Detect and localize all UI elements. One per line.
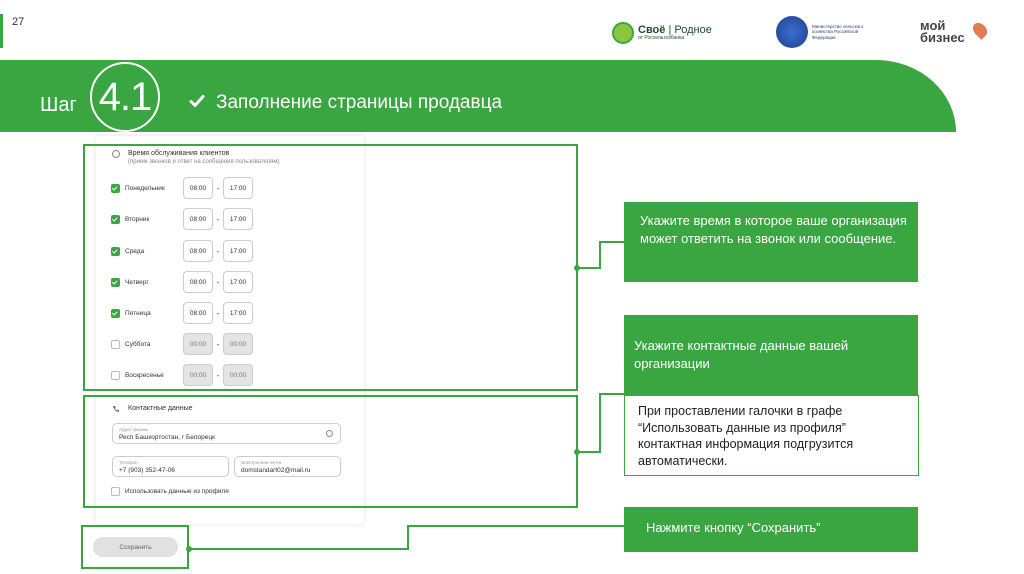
email-field-value: domstandart02@mail.ru: [241, 467, 311, 474]
eagle-emblem-icon: [776, 16, 808, 48]
use-profile-label: Использовать данные из профиля: [125, 488, 229, 495]
check-icon: [189, 93, 205, 109]
hours-section-title: Время обслуживания клиентов: [128, 150, 230, 157]
day-label: Вторник: [125, 215, 150, 223]
hours-highlight-frame: [83, 144, 578, 391]
svoe-logo-icon: [612, 22, 634, 44]
day-label: Понедельник: [125, 184, 165, 192]
time-from-input: 00:00: [183, 364, 213, 386]
save-callout: Нажмите кнопку “Сохранить”: [624, 507, 918, 552]
time-dash: -: [216, 183, 220, 193]
svoe-logo-caption: от Россельхозбанка: [638, 35, 685, 41]
biz-logo-line2: бизнес: [920, 30, 965, 46]
svoe-logo-subname: Родное: [674, 24, 712, 36]
step-word: Шаг: [40, 94, 77, 116]
location-pin-icon: [970, 20, 990, 40]
time-from-input[interactable]: 08:00: [183, 240, 213, 262]
time-dash: -: [216, 277, 220, 287]
time-from-input: 00:00: [183, 333, 213, 355]
time-from-input[interactable]: 08:00: [183, 302, 213, 324]
address-field-label: Адрес фермы: [119, 427, 149, 432]
hours-connector-line: [577, 242, 625, 268]
ministry-logo: [776, 16, 872, 48]
slide-accent-bar: [0, 14, 3, 48]
svoe-logo-divider: |: [668, 24, 672, 36]
time-from-input[interactable]: 08:00: [183, 208, 213, 230]
contacts-callout: Укажите контактные данные вашей организации: [624, 315, 918, 395]
phone-field-value: +7 (903) 352-47-06: [119, 467, 175, 474]
ministry-logo-text: Министерство сельского хозяйства Российской Федерации: [812, 23, 864, 40]
time-to-input: 00:00: [223, 333, 253, 355]
banner-title: Заполнение страницы продавца: [216, 92, 503, 113]
save-button[interactable]: Сохранить: [93, 537, 178, 557]
save-connector-line: [189, 526, 625, 549]
biz-logo-line1: мой: [920, 18, 946, 33]
day-label: Воскресенье: [125, 371, 164, 379]
email-field-label: Электронная почта: [241, 460, 282, 465]
day-label: Четверг: [125, 278, 149, 286]
moy-biznes-logo: [920, 20, 965, 45]
address-field-value: Респ Башкортостан, г Белорецк: [119, 434, 215, 441]
time-dash: -: [216, 339, 220, 349]
contacts-section-title: Контактные данные: [128, 405, 193, 412]
hours-callout: Укажите время в которое ваше организация может ответить на звонок или сообщение.: [624, 202, 918, 282]
contacts-highlight-frame: [83, 395, 578, 508]
time-to-input[interactable]: 17:00: [223, 302, 253, 324]
time-from-input[interactable]: 08:00: [183, 177, 213, 199]
time-dash: -: [216, 370, 220, 380]
time-to-input[interactable]: 17:00: [223, 240, 253, 262]
contacts-connector-line: [577, 394, 625, 452]
time-dash: -: [216, 308, 220, 318]
time-to-input[interactable]: 17:00: [223, 271, 253, 293]
time-to-input[interactable]: 17:00: [223, 177, 253, 199]
phone-field-label: Телефон: [119, 460, 138, 465]
hours-section-subtitle: (прием звонков и ответ на сообщения пользователям): [128, 159, 280, 165]
day-label: Среда: [125, 247, 145, 255]
time-dash: -: [216, 214, 220, 224]
time-to-input: 00:00: [223, 364, 253, 386]
profile-note-callout: При проставлении галочки в графе “Использовать данные из профиля” контактная информация подгрузится автоматически.: [624, 395, 919, 476]
svoe-logo-name: Своё: [638, 24, 666, 36]
page-number: 27: [12, 16, 25, 28]
day-label: Суббота: [125, 340, 151, 348]
time-to-input[interactable]: 17:00: [223, 208, 253, 230]
save-highlight-frame: [81, 525, 189, 569]
time-from-input[interactable]: 08:00: [183, 271, 213, 293]
time-dash: -: [216, 246, 220, 256]
step-number: 4.1: [98, 74, 152, 119]
day-label: Пятница: [125, 309, 151, 317]
step-number-circle: [90, 62, 160, 132]
svoe-rodnoe-logo: [612, 22, 712, 44]
